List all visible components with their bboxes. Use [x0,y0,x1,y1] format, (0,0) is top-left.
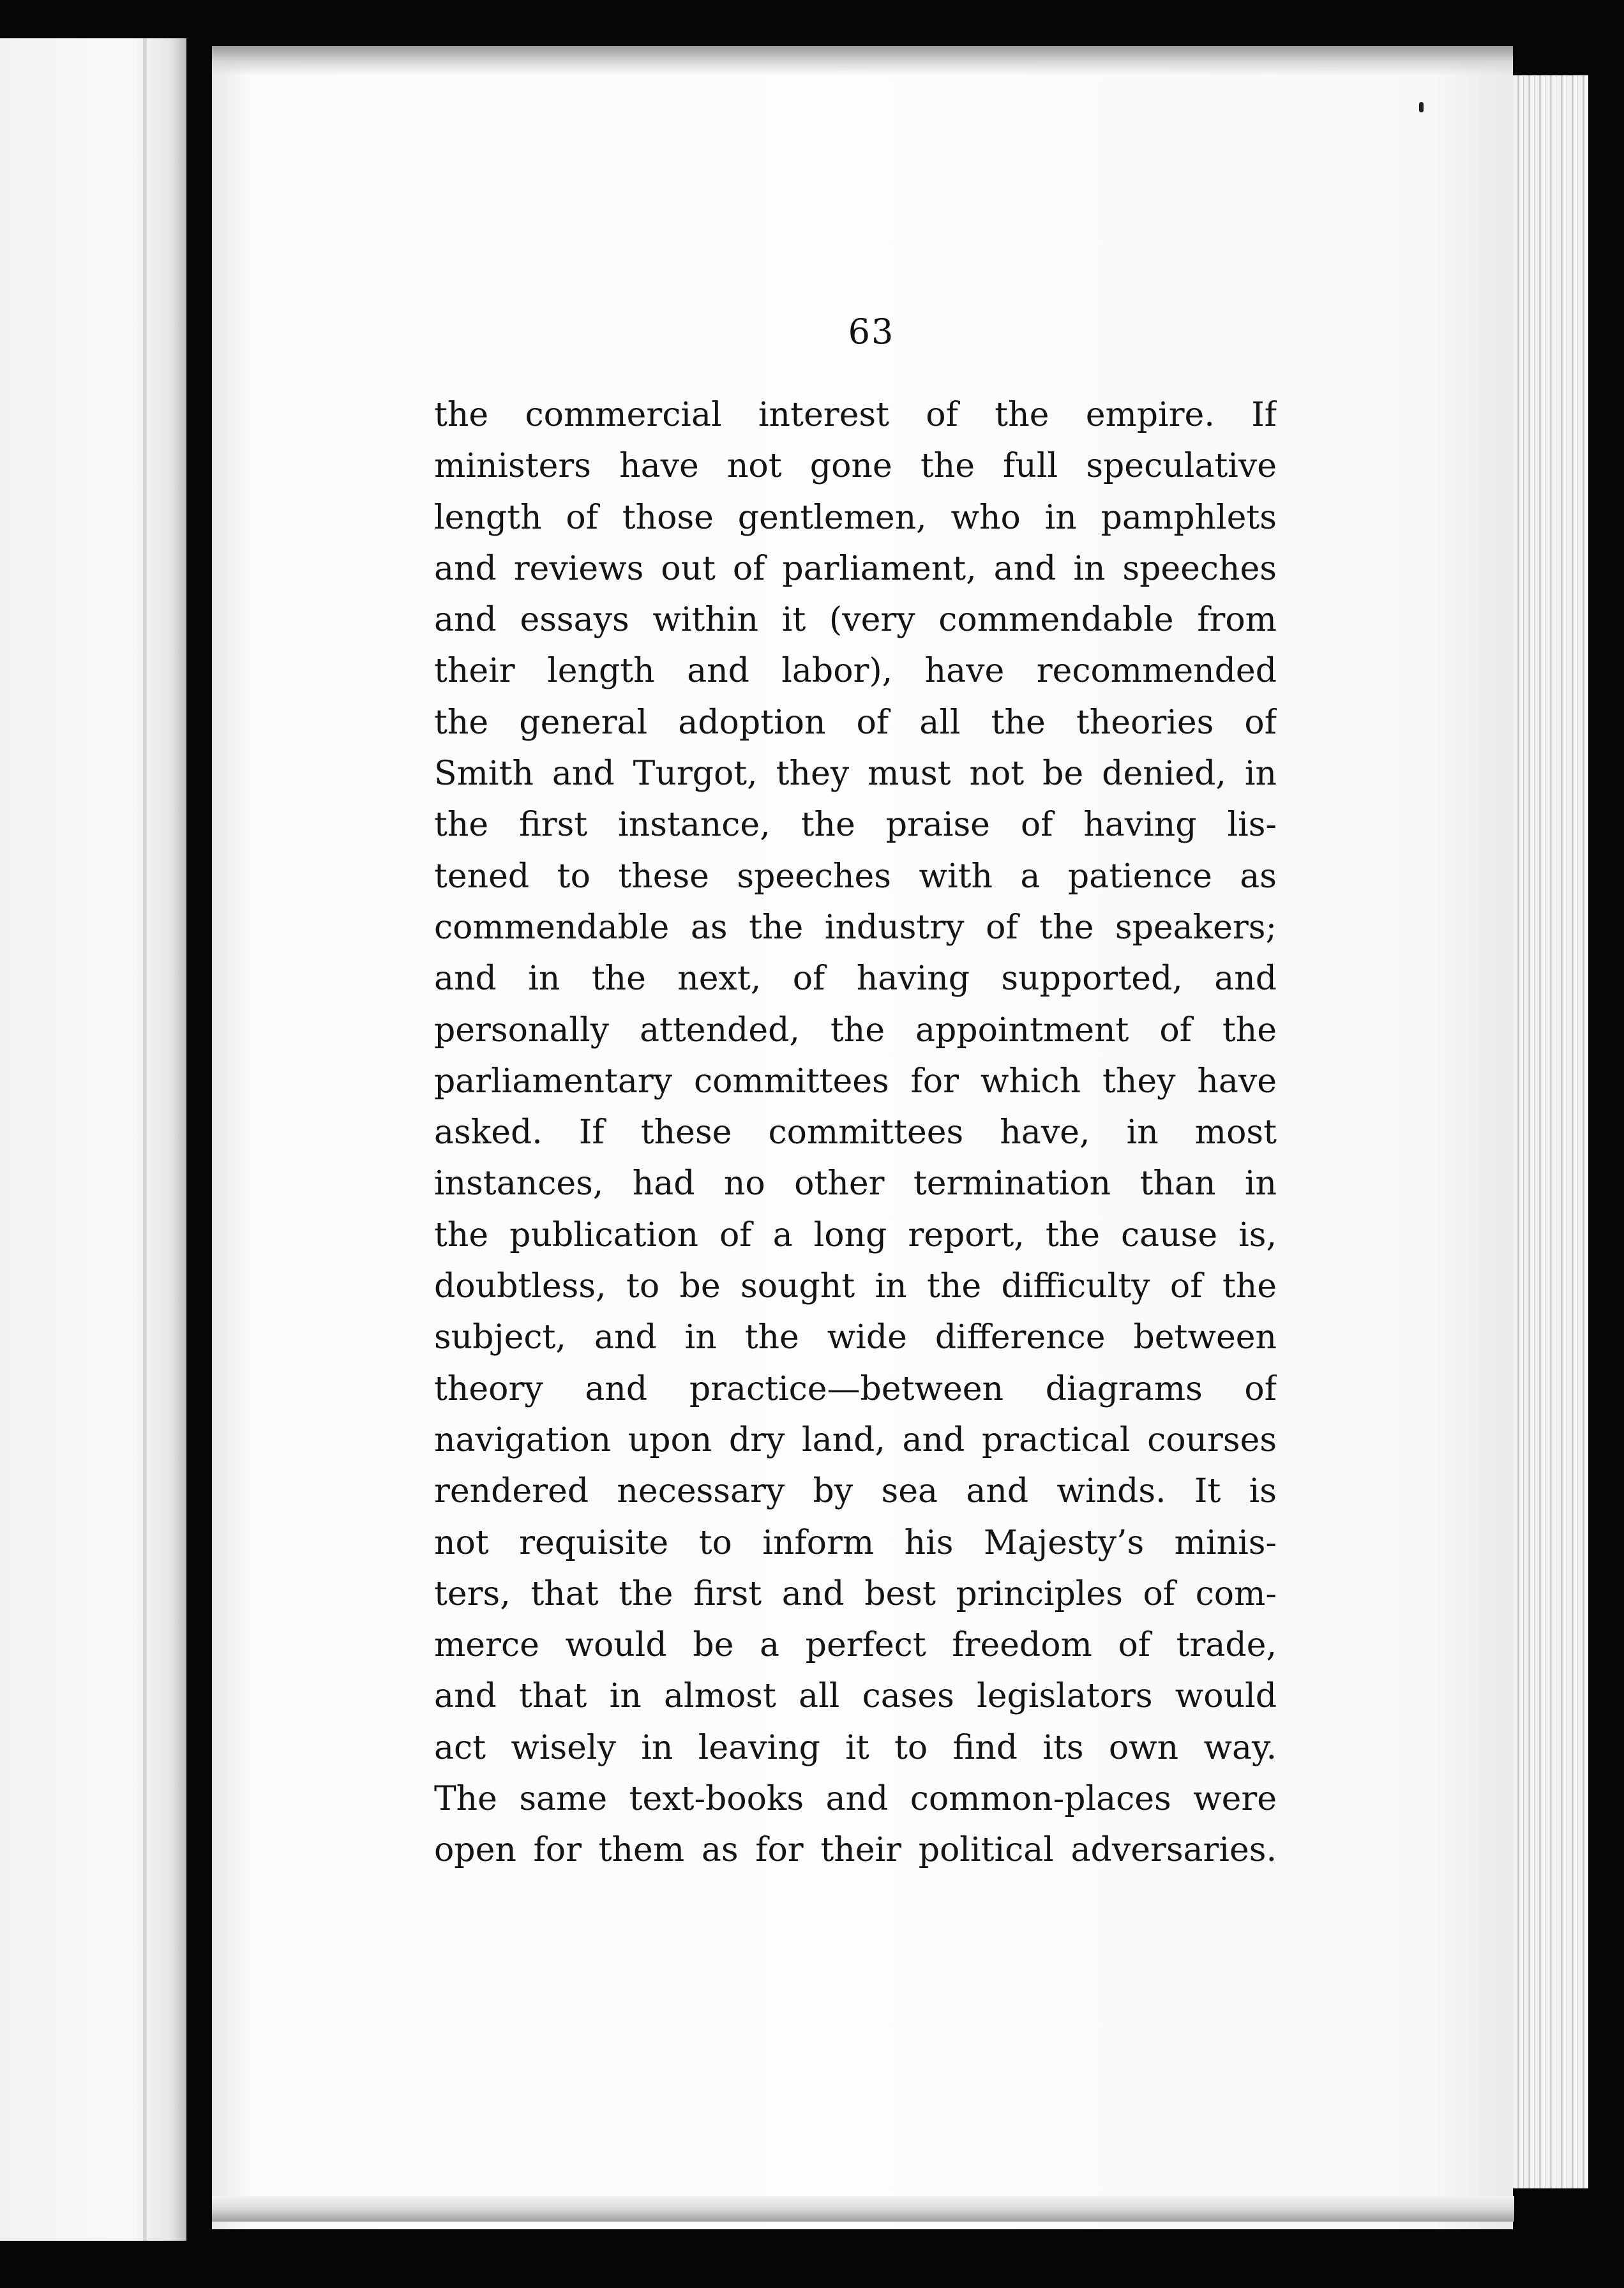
text-line: doubtless, to be sought in the difficulty of the [434,1267,1277,1306]
text-line: and that in almost all cases legislators would [434,1677,1277,1716]
text-line: asked. If these committees have, in most [434,1113,1277,1152]
page-edges-stack [1513,75,1588,2188]
page-number: 63 [848,312,895,352]
text-line: commendable as the industry of the speakers; [434,908,1277,947]
facing-page-edge [143,38,147,2241]
text-line: navigation upon dry land, and practical courses [434,1420,1277,1459]
text-line: the first instance, the praise of having lis- [434,806,1277,845]
print-speck [1419,102,1424,112]
text-line: ters, that the first and best principles of com- [434,1574,1277,1613]
text-line: and reviews out of parliament, and in speeches [434,549,1277,588]
text-line: act wisely in leaving it to find its own way. [434,1728,1277,1767]
text-line: the publication of a long report, the cause is, [434,1216,1277,1254]
text-line: not requisite to inform his Majesty’s minis- [434,1523,1277,1562]
body-text [434,389,1277,1876]
text-line: The same text-books and common-places were [434,1780,1277,1819]
text-line: tened to these speeches with a patience as [434,857,1277,896]
text-line: personally attended, the appointment of the [434,1011,1277,1050]
text-line: Smith and Turgot, they must not be denied, in [434,755,1277,794]
text-line: ministers have not gone the full speculative [434,447,1277,486]
text-line: the commercial interest of the empire. If [434,396,1277,434]
text-line: and essays within it (very commendable from [434,601,1277,640]
text-line: theory and practice—between diagrams of [434,1369,1277,1408]
text-line: the general adoption of all the theories of [434,703,1277,742]
text-line: parliamentary committees for which they have [434,1062,1277,1101]
text-line: instances, had no other termination than in [434,1164,1277,1203]
text-line: and in the next, of having supported, and [434,960,1277,998]
text-line: their length and labor), have recommended [434,652,1277,691]
page-bottom-edge [212,2196,1514,2222]
text-line: merce would be a perfect freedom of trade, [434,1626,1277,1665]
text-line: subject, and in the wide difference between [434,1318,1277,1357]
facing-page-left [0,38,186,2241]
text-line: open for them as for their political adversaries. [434,1831,1277,1870]
text-line: rendered necessary by sea and winds. It is [434,1472,1277,1511]
page-top-shadow [212,46,1513,75]
text-line: length of those gentlemen, who in pamphlets [434,498,1277,537]
